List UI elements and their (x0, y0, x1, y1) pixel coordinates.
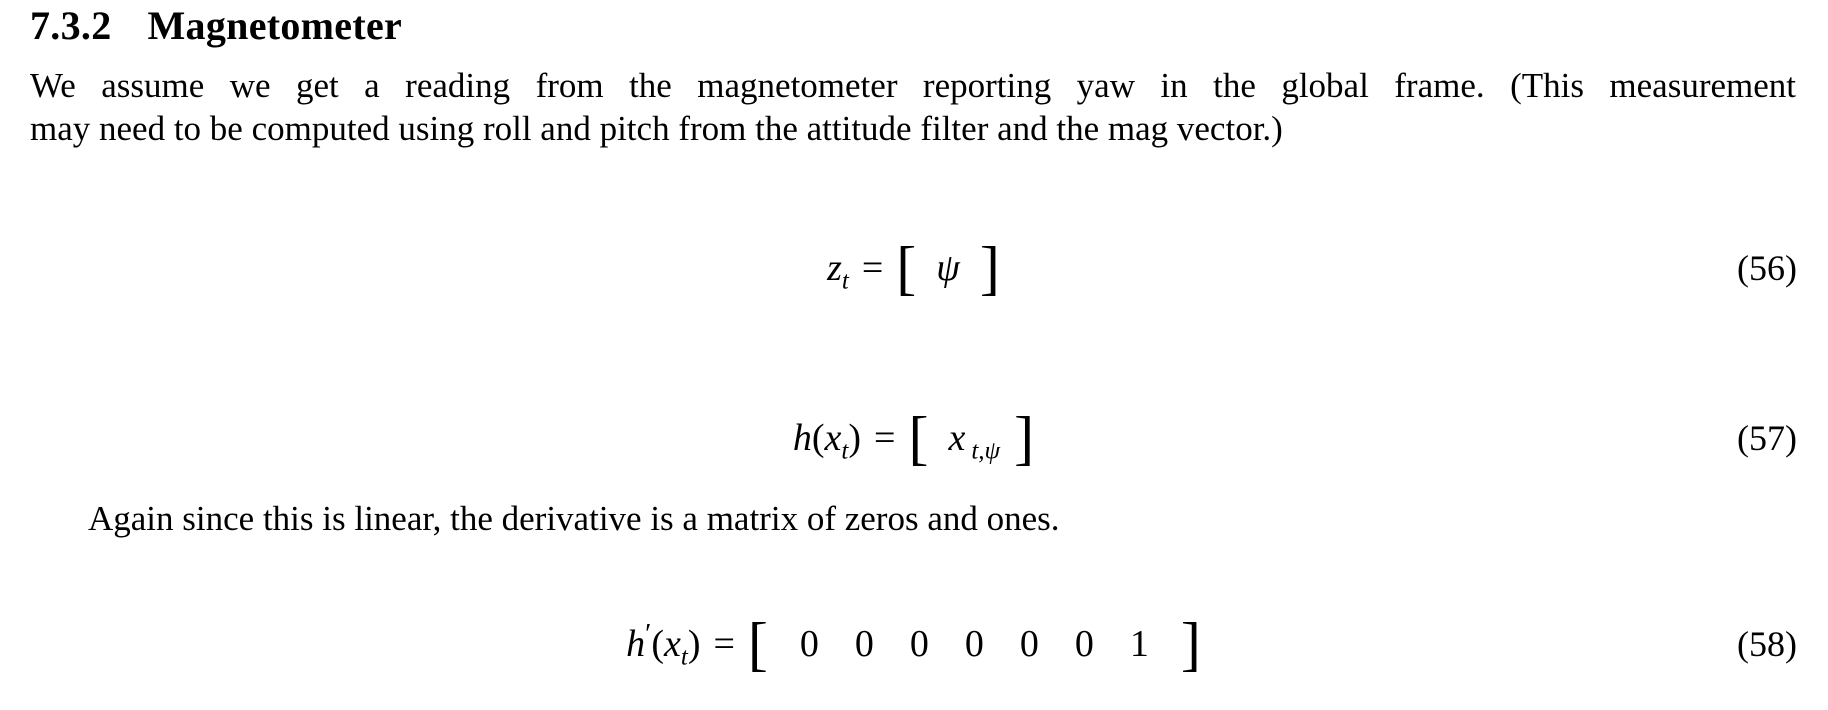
eq57-left-paren: ( (811, 417, 825, 459)
eq58-matrix-entry-7: 1 (1129, 623, 1149, 665)
eq58-matrix-entry-2: 0 (854, 623, 874, 665)
equation-58-number: (58) (1737, 624, 1797, 664)
paragraph-intro (30, 64, 1796, 150)
eq56-lhs-symbol: z (827, 247, 842, 289)
eq57-argument-symbol: x (824, 417, 842, 459)
eq56-left-bracket: [ (896, 233, 917, 301)
eq58-function-symbol: h (626, 623, 646, 665)
eq58-matrix-entry-3: 0 (909, 623, 929, 665)
paragraph-linear-note: Again since this is linear, the derivative is a matrix of zeros and ones. (88, 499, 1060, 538)
section-number: 7.3.2 (30, 3, 112, 48)
section-heading (30, 2, 402, 50)
equation-56-number: (56) (1737, 248, 1797, 288)
eq58-equals-sign: = (713, 623, 735, 665)
eq58-left-bracket: [ (747, 609, 768, 677)
equation-58-body (626, 609, 1201, 677)
equation-57-body (792, 403, 1035, 471)
eq58-matrix-entry-5: 0 (1019, 623, 1039, 665)
eq58-left-paren: ( (651, 623, 664, 665)
eq58-argument-symbol: x (663, 623, 681, 665)
eq57-right-paren: ) (848, 417, 861, 459)
paragraph-intro-line-1: We assume we get a reading from the magnetometer reporting yaw in the global frame. (This measurement (30, 66, 1796, 105)
eq56-right-bracket: ] (979, 233, 1000, 301)
eq58-right-paren: ) (687, 623, 701, 665)
eq57-left-bracket: [ (908, 403, 929, 471)
equation-57-number: (57) (1737, 418, 1797, 458)
section-title: Magnetometer (147, 3, 403, 48)
eq58-matrix-entry-6: 0 (1074, 623, 1094, 665)
eq57-right-bracket: ] (1014, 403, 1035, 471)
equation-57 (30, 403, 1797, 471)
eq56-matrix-entry-psi: ψ (936, 247, 960, 289)
eq58-right-bracket: ] (1180, 609, 1201, 677)
eq56-equals-sign: = (861, 247, 884, 289)
eq58-argument-subscript: t (680, 643, 688, 671)
eq57-equals-sign: = (874, 417, 896, 459)
eq57-entry-subscript: t,ψ (971, 437, 1001, 465)
eq58-prime-mark: ′ (645, 619, 652, 651)
eq58-matrix-entry-4: 0 (964, 623, 984, 665)
eq58-matrix-entry-1: 0 (799, 623, 819, 665)
eq57-matrix-entry-x: x (948, 417, 966, 459)
eq57-function-symbol: h (792, 417, 812, 459)
eq56-lhs-subscript: t (841, 267, 849, 295)
equation-56-body (827, 233, 1000, 301)
eq57-argument-subscript: t (841, 437, 849, 465)
paragraph-intro-line-2: may need to be computed using roll and pitch from the attitude filter and the mag vector.) (30, 109, 1283, 148)
equation-58 (30, 609, 1797, 677)
equation-56 (30, 233, 1797, 301)
